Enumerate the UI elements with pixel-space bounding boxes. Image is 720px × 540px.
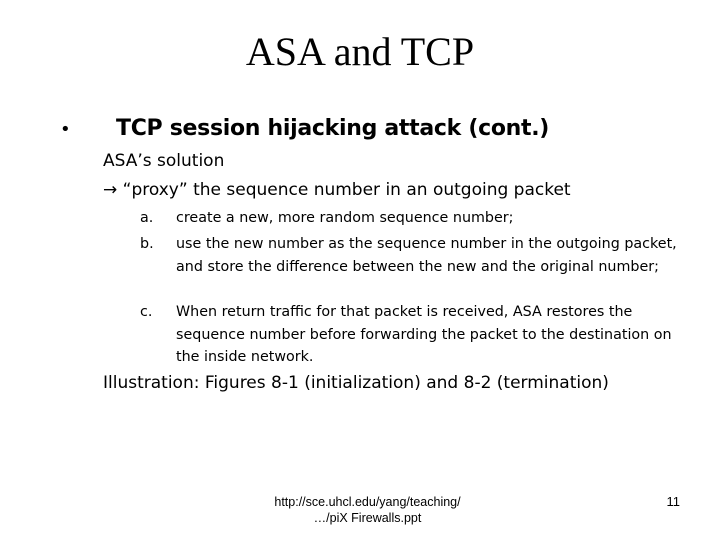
- step-c: [140, 301, 680, 369]
- step-letter: a.: [140, 210, 154, 226]
- footer-source: [250, 494, 485, 526]
- step-letter: c.: [140, 304, 153, 320]
- solution-line: ASA’s solution: [103, 151, 225, 171]
- footer-source-line1: http://sce.uhcl.edu/yang/teaching/: [274, 495, 461, 509]
- bullet-marker: •: [60, 119, 71, 140]
- bullet-heading: TCP session hijacking attack (cont.): [116, 116, 550, 141]
- proxy-line: → “proxy” the sequence number in an outgoing packet: [103, 180, 571, 200]
- step-a: [140, 207, 680, 230]
- page-number: 11: [666, 494, 680, 509]
- step-text: When return traffic for that packet is received, ASA restores the sequence number before forwarding the packet to the destination on the inside network.: [176, 304, 672, 365]
- illustration-line: Illustration: Figures 8-1 (initialization) and 8-2 (termination): [103, 373, 609, 393]
- slide-title: ASA and TCP: [245, 29, 475, 74]
- step-b: [140, 233, 680, 278]
- step-letter: b.: [140, 236, 154, 252]
- step-text: use the new number as the sequence number in the outgoing packet, and store the difference between the new and the original number;: [176, 236, 677, 275]
- footer-source-line2: …/piX Firewalls.ppt: [313, 511, 422, 525]
- step-text: create a new, more random sequence number;: [176, 210, 514, 226]
